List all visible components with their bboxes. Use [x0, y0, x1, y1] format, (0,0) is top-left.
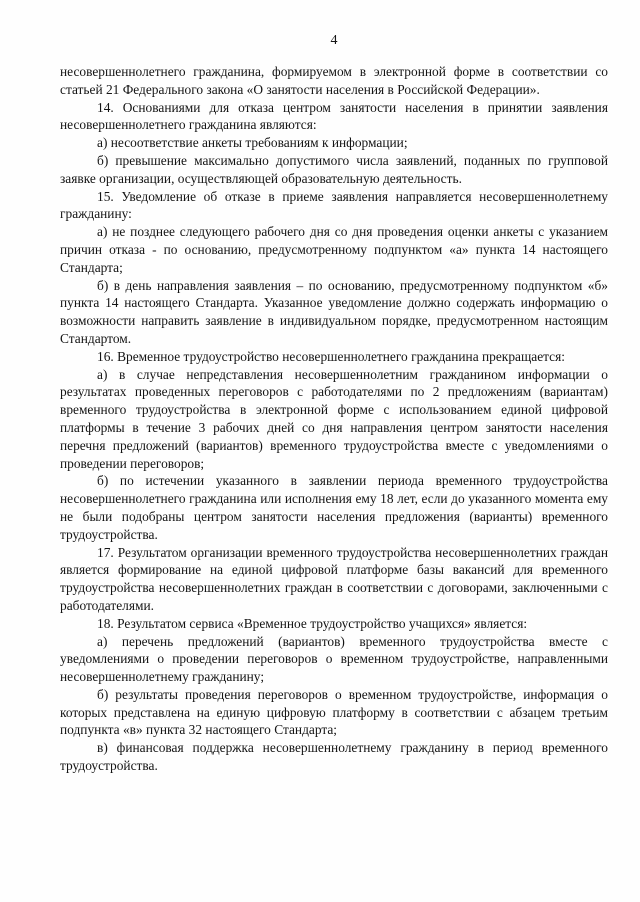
paragraph-18-v: в) финансовая поддержка несовершеннолетнему гражданину в период временного трудоустройства. [60, 740, 608, 774]
paragraph-16: 16. Временное трудоустройство несовершеннолетнего гражданина прекращается: [97, 348, 565, 364]
paragraph-17: 17. Результатом организации временного трудоустройства несовершеннолетних граждан является формирование на единой цифровой платформе базы вакансий для временного трудоустройства несовершеннолетних граждан в соответствии с договорами, заключенными с работодателями. [60, 544, 608, 613]
paragraph-18-b: б) результаты проведения переговоров о временном трудоустройстве, информация о которых представлена на единую цифровую платформу в соответствии с абзацем третьим подпункта «в» пункта 32 настоящего Стандарта; [60, 686, 608, 738]
paragraph-continuation: несовершеннолетнего гражданина, формируемом в электронной форме в соответствии со статьей 21 Федерального закона «О занятости населения в Российской Федерации». [60, 64, 608, 97]
paragraph-18-a: а) перечень предложений (вариантов) временного трудоустройства вместе с уведомлениями о проведении переговоров о временном трудоустройстве, направленными несовершеннолетнему гражданину; [60, 633, 608, 685]
document-body [60, 63, 608, 775]
paragraph-16-a: а) в случае непредставления несовершеннолетним гражданином информации о результатах проведенных переговоров с работодателями по 2 предложениям (вариантам) временного трудоустройства в электронной форме с использованием единой цифровой платформы в течение 3 рабочих дней со дня направления центром занятости населения перечня предложений (вариантов) временного трудоустройства вместе с уведомлениями о проведении переговоров; [60, 366, 608, 471]
paragraph-16-b: б) по истечении указанного в заявлении периода временного трудоустройства несовершеннолетнего гражданина или исполнения ему 18 лет, если до указанного момента ему не были подобраны центром занятости населения предложения (варианты) временного трудоустройства. [60, 473, 608, 542]
paragraph-15-b: б) в день направления заявления – по основанию, предусмотренному подпунктом «б» пункта 14 настоящего Стандарта. Указанное уведомление должно содержать информацию о возможности направить заявление в индивидуальном порядке, предусмотренном настоящим Стандартом. [60, 277, 608, 346]
paragraph-15-a: а) не позднее следующего рабочего дня со дня проведения оценки анкеты с указанием причин отказа - по основанию, предусмотренному подпунктом «а» пункта 14 настоящего Стандарта; [60, 224, 608, 275]
paragraph-18: 18. Результатом сервиса «Временное трудоустройство учащихся» является: [97, 615, 528, 631]
paragraph-14-a: а) несоответствие анкеты требованиям к информации; [97, 135, 408, 151]
paragraph-14-b: б) превышение максимально допустимого числа заявлений, поданных по групповой заявке организации, осуществляющей образовательную деятельность. [60, 152, 608, 186]
paragraph-15: 15. Уведомление об отказе в приеме заявления направляется несовершеннолетнему гражданину: [60, 188, 608, 222]
page-number: 4 [330, 33, 338, 48]
paragraph-14: 14. Основаниями для отказа центром занятости населения в принятии заявления несовершеннолетнего гражданина являются: [60, 99, 608, 133]
